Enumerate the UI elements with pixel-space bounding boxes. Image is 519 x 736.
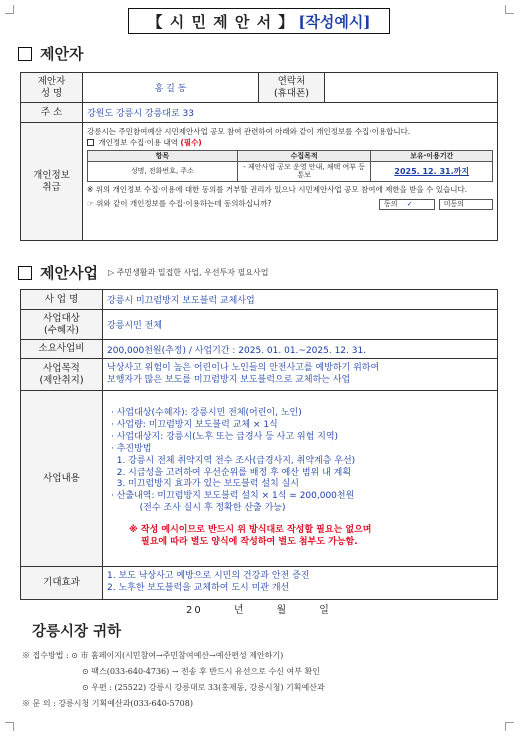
privacy-header-item: 항목 [88, 150, 238, 161]
check-icon: ✓ [406, 199, 413, 208]
date-line: 20 년 월 일 [186, 605, 331, 616]
example-warning-1: ※ 작성 예시이므로 반드시 위 방식대로 작성할 필요는 없으며 [129, 525, 372, 536]
privacy-notice: ※ 위의 개인정보 수집·이용에 대한 동의를 거부할 권리가 있으나 시민제안사업 공모 참여에 제한을 받을 수 있습니다. [87, 184, 468, 194]
contact-value[interactable] [325, 73, 498, 103]
section-project [18, 262, 268, 283]
content-label: 사업내용 [21, 391, 103, 567]
document-title [128, 8, 390, 34]
section-proposer [18, 43, 83, 64]
project-name-value[interactable]: 강릉시 미끄럼방지 보도블럭 교체사업 [103, 290, 498, 310]
disagree-option[interactable] [439, 199, 493, 210]
method-fax: ⊙ 팩스(033-640-4736) → 전송 후 반드시 유선으로 수신 여부 확인 [82, 667, 320, 676]
target-label: 사업대상 (수혜자) [21, 310, 103, 340]
privacy-purpose-value: - 제안사업 공모 운영 안내, 채택 여부 등 통보 [237, 161, 371, 181]
crop-mark-bottom-right [505, 722, 514, 731]
content-line: 1. 강릉시 전체 취약지역 전수 조사(급경사지, 취약계층 우선) [111, 455, 356, 466]
checkbox-icon[interactable] [87, 139, 94, 146]
crop-mark-bottom-left [5, 722, 14, 731]
budget-value[interactable]: 200,000천원(추정) / 사업기간 : 2025. 01. 01.~2025. 12. 31. [103, 340, 498, 359]
submission-method [22, 650, 283, 661]
consent-row [87, 199, 493, 210]
section-title-proposer: 제안자 [40, 45, 84, 63]
agree-label: 동의 [383, 199, 398, 208]
content-line: · 사업대상지: 강릉시(노후 또는 급경사 등 사고 위험 지역) [111, 431, 339, 442]
section-title-project: 제안사업 [40, 264, 98, 282]
method-homepage: ⊙ 市 홈페이지(시민참여→주민참여예산→예산편성 제안하기) [71, 651, 284, 660]
privacy-checkbox-row [87, 138, 493, 148]
target-value[interactable]: 강릉시민 전체 [103, 310, 498, 340]
privacy-checkbox-label: 개인정보 수집·이용 내역 [98, 137, 178, 147]
privacy-period-value: 2025. 12. 31.까지 [371, 161, 493, 181]
content-line: (전수 조사 실시 후 정확한 산출 가능) [111, 503, 286, 514]
name-value[interactable]: 홍 길 동 [83, 73, 259, 103]
inquiry-label: ※ 문 의 : [22, 699, 56, 708]
addressee: 강릉시장 귀하 [32, 623, 122, 640]
square-bullet-icon [18, 266, 32, 280]
content-line: 2. 시급성을 고려하여 우선순위를 배정 후 예산 범위 내 계획 [111, 467, 352, 478]
disagree-label: 미동의 [443, 199, 464, 208]
method-mail: ⊙ 우편 : (25522) 강릉시 강릉대로 33(홍제동, 강릉시청) 기획예산과 [82, 683, 325, 692]
contact-label: 연락처 (휴대폰) [259, 73, 325, 103]
privacy-intro: 강릉시는 주민참여예산 시민제안사업 공모 참여 관련하여 아래와 같이 개인정보를 수집·이용합니다. [87, 127, 411, 136]
purpose-label: 사업목적 (제안취지) [21, 359, 103, 391]
content-line: · 사업대상(수혜자): 강릉시민 전체(어린이, 노인) [111, 408, 302, 419]
method-label: ※ 접수방법 : [22, 651, 69, 660]
name-label: 제안자 성 명 [21, 73, 83, 103]
content-line: · 사업량: 미끄럼방지 보도블럭 교체 × 1식 [111, 420, 278, 431]
title-text: 【 시 민 제 안 서 】 [147, 12, 295, 31]
budget-label: 소요사업비 [21, 340, 103, 359]
square-bullet-icon [18, 47, 32, 61]
content-value[interactable] [103, 391, 498, 567]
effect-value[interactable]: 1. 보도 낙상사고 예방으로 시민의 건강과 안전 증진 2. 노후한 보도블럭을 교체하여 도시 미관 개선 [103, 567, 498, 600]
inquiry [22, 698, 193, 709]
project-name-label: 사 업 명 [21, 290, 103, 310]
content-line: · 산출내역: 미끄럼방지 보도블럭 설치 × 1식 = 200,000천원 [111, 491, 355, 502]
address-label: 주 소 [21, 103, 83, 123]
example-warning-2: 필요에 따라 별도 양식에 작성하여 별도 첨부도 가능함. [141, 536, 358, 547]
privacy-cell [83, 123, 498, 241]
project-table [20, 289, 498, 600]
consent-question: ☞ 위와 같이 개인정보를 수집·이용하는데 동의하십니까? [87, 199, 272, 209]
privacy-detail-table [87, 150, 493, 182]
privacy-label: 개인정보 취급 [21, 123, 83, 241]
proposer-table [20, 72, 498, 241]
example-tag: [작성예시] [298, 12, 371, 31]
address-value[interactable]: 강원도 강릉시 강릉대로 33 [83, 103, 498, 123]
inquiry-value: 강릉시청 기획예산과(033-640-5708) [58, 699, 193, 708]
privacy-item-value: 성명, 전화번호, 주소 [88, 161, 238, 181]
section-note: ▷ 주민생활과 밀접한 사업, 우선투자 필요사업 [107, 268, 269, 277]
effect-label: 기대효과 [21, 567, 103, 600]
agree-option[interactable] [379, 199, 435, 210]
required-tag: (필수) [180, 137, 202, 147]
crop-mark-top-left [5, 5, 14, 14]
purpose-value[interactable]: 낙상사고 위험이 높은 어린이나 노인들의 안전사고를 예방하기 위하여 보행자가 많은 보도를 미끄럼방지 보도블럭으로 교체하는 사업 [103, 359, 498, 391]
privacy-header-purpose: 수집목적 [237, 150, 371, 161]
content-line: · 추진방법 [111, 443, 152, 454]
crop-mark-top-right [505, 5, 514, 14]
content-line: 3. 미끄럼방지 효과가 있는 보도블럭 설치 실시 [111, 479, 299, 490]
privacy-header-period: 보유·이용기간 [371, 150, 493, 161]
